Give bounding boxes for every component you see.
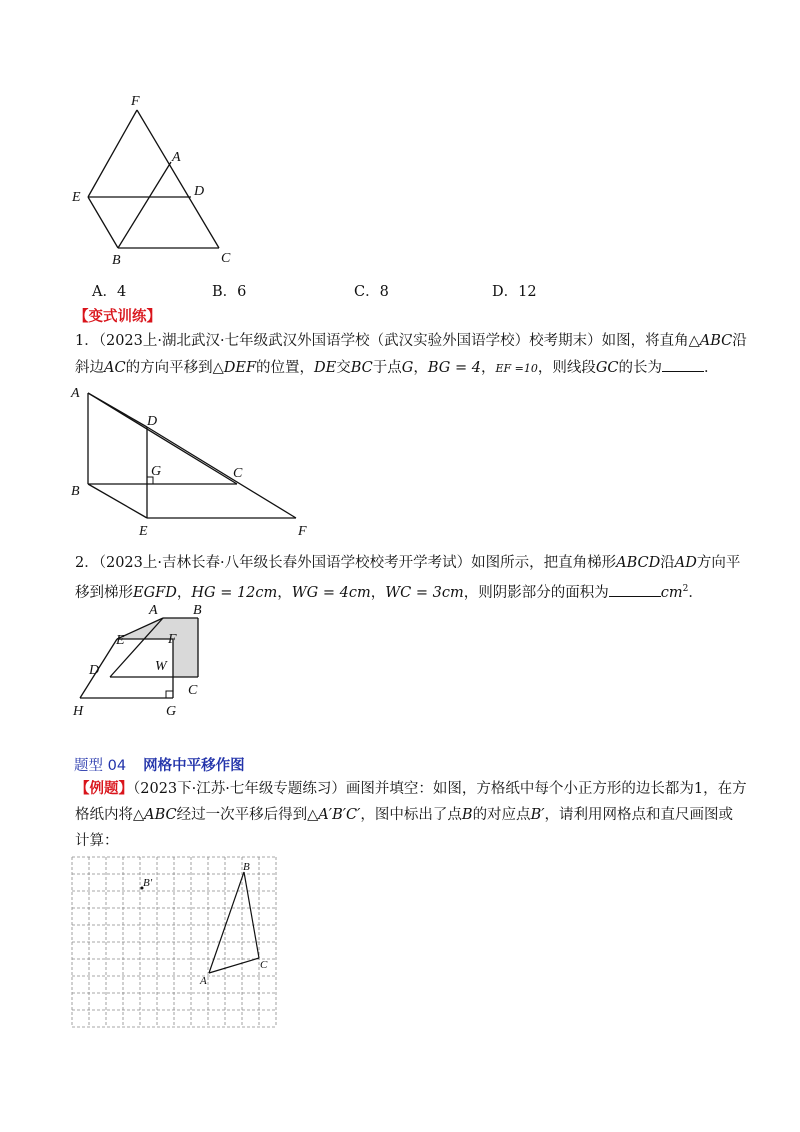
q1-label-B: B	[71, 484, 80, 499]
answer-options	[92, 280, 692, 300]
q1-text-2a: 斜边	[75, 360, 104, 376]
option-c: C．8	[354, 284, 389, 300]
q1-bc: BC	[350, 360, 373, 376]
option-b: B．6	[212, 284, 247, 300]
example-text-2e: ，请利用网格点和直尺画图或	[544, 807, 734, 823]
example-b: B	[461, 807, 473, 823]
q1-end: ．	[704, 360, 719, 376]
example-text-2c: ，图中标出了点	[360, 807, 462, 823]
q2-text-1: 2．（2023上·吉林长春·八年级长春外国语学校校考开学考试）如图所示，把直角梯形	[75, 555, 617, 571]
q1-label-F: F	[298, 524, 307, 539]
q1-line1	[75, 331, 747, 351]
q2-line1	[75, 553, 740, 573]
q1-text-2e: 于点	[372, 360, 402, 376]
q2-unit: cm	[660, 584, 683, 601]
q2-abcd: ABCD	[616, 555, 661, 571]
q2-wg: WG = 4cm	[291, 584, 371, 601]
q1-label-D: D	[147, 414, 158, 429]
grid-label-C: C	[260, 959, 268, 971]
example-text-3: 计算：	[75, 833, 119, 849]
q2-egfd: EGFD	[133, 584, 177, 601]
q1-label-A: A	[71, 386, 80, 401]
label-F: F	[131, 94, 140, 109]
label-D: D	[194, 184, 205, 199]
q2-unit-sup: 2	[682, 584, 689, 594]
q2-label-W: W	[155, 659, 167, 674]
figure-q2-trapezoid	[60, 600, 240, 725]
q2-text-1c: 方向平	[696, 555, 741, 571]
q1-def: △DEF	[212, 360, 257, 376]
q2-text-2b: ，则阴影部分的面积为	[463, 584, 609, 601]
topic-heading	[74, 754, 245, 775]
triangle-abc	[209, 872, 259, 973]
q2-wc: WC = 3cm	[385, 584, 464, 601]
q2-text-1b: 沿	[660, 555, 675, 571]
q2-label-H: H	[73, 704, 84, 719]
q2-label-B: B	[193, 603, 202, 618]
q1-label-E: E	[139, 524, 148, 539]
q1-line2	[75, 357, 719, 379]
q2-text-2a: 移到梯形	[75, 584, 133, 601]
q1-text-2f: ，则线段	[537, 360, 596, 376]
q2-end: ．	[688, 584, 703, 601]
q1-tri-abc: △ABC	[688, 333, 733, 349]
q1-ac: AC	[104, 360, 126, 376]
example-b-prime: B′	[530, 807, 545, 823]
example-line3	[75, 831, 119, 851]
q2-sep-3: ，	[370, 584, 386, 601]
figure-grid-translation[interactable]	[70, 855, 285, 1030]
example-abc: △ABC	[133, 807, 177, 823]
q2-label-A: A	[149, 603, 158, 618]
figure-q1-translation	[65, 385, 325, 545]
q2-label-G: G	[166, 704, 177, 719]
q1-label-C: C	[233, 466, 243, 481]
example-line2	[75, 805, 733, 825]
q2-sep-2: ，	[277, 584, 292, 601]
q2-label-D: D	[89, 663, 100, 678]
q1-label-G: G	[151, 464, 162, 479]
example-text-2b: 经过一次平移后得到	[176, 807, 308, 823]
q1-text-2b: 的方向平移到	[125, 360, 213, 376]
grid-label-Bp: B′	[143, 877, 153, 889]
grid-label-B: B	[243, 861, 250, 873]
example-text-2d: 的对应点	[472, 807, 531, 823]
example-tag: 【例题】	[75, 781, 133, 797]
section-heading-variant: 【变式训练】	[74, 309, 161, 325]
q1-de: DE	[314, 360, 337, 376]
option-d: D．12	[492, 284, 537, 300]
option-a: A．4	[92, 284, 127, 300]
q1-gc: GC	[595, 360, 619, 376]
q2-hg: HG = 12cm	[191, 584, 278, 601]
q2-label-E: E	[116, 633, 125, 648]
q2-label-C: C	[188, 683, 198, 698]
q1-bg: BG = 4	[427, 360, 481, 376]
q1-answer-blank[interactable]	[662, 357, 704, 372]
q1-ef: EF =10	[495, 362, 538, 375]
q2-label-F: F	[168, 632, 177, 647]
q1-text-2c: 的位置，	[256, 360, 315, 376]
q1-sep-2: ，	[480, 360, 496, 376]
q1-sep-1: ，	[413, 360, 428, 376]
example-line1	[75, 779, 747, 799]
q2-ad: AD	[674, 555, 697, 571]
topic-title: 网格中平移作图	[143, 758, 245, 774]
q1-text-2g: 的长为	[618, 360, 663, 376]
label-E: E	[72, 190, 81, 205]
q1-text-1: 1．（2023上·湖北武汉·七年级武汉外国语学校（武汉实验外国语学校）校考期末）如图，将直角	[75, 333, 689, 349]
q1-along: 沿	[732, 333, 747, 349]
example-abc-prime: △A′B′C′	[307, 807, 361, 823]
q1-g: G	[401, 360, 414, 376]
label-C: C	[221, 251, 231, 266]
label-B: B	[112, 253, 121, 268]
figure-rhombus-triangles	[60, 90, 250, 280]
topic-label: 题型 04	[74, 758, 127, 774]
label-A: A	[172, 150, 181, 165]
example-text-1: （2023下·江苏·七年级专题练习）画图并填空：如图，方格纸中每个小正方形的边长都为1，在方	[133, 781, 747, 797]
example-text-2a: 格纸内将	[75, 807, 133, 823]
q2-sep-1: ，	[176, 584, 192, 601]
q1-text-2d: 交	[336, 360, 351, 376]
grid-label-A: A	[200, 975, 207, 987]
q2-answer-blank[interactable]	[609, 582, 661, 597]
